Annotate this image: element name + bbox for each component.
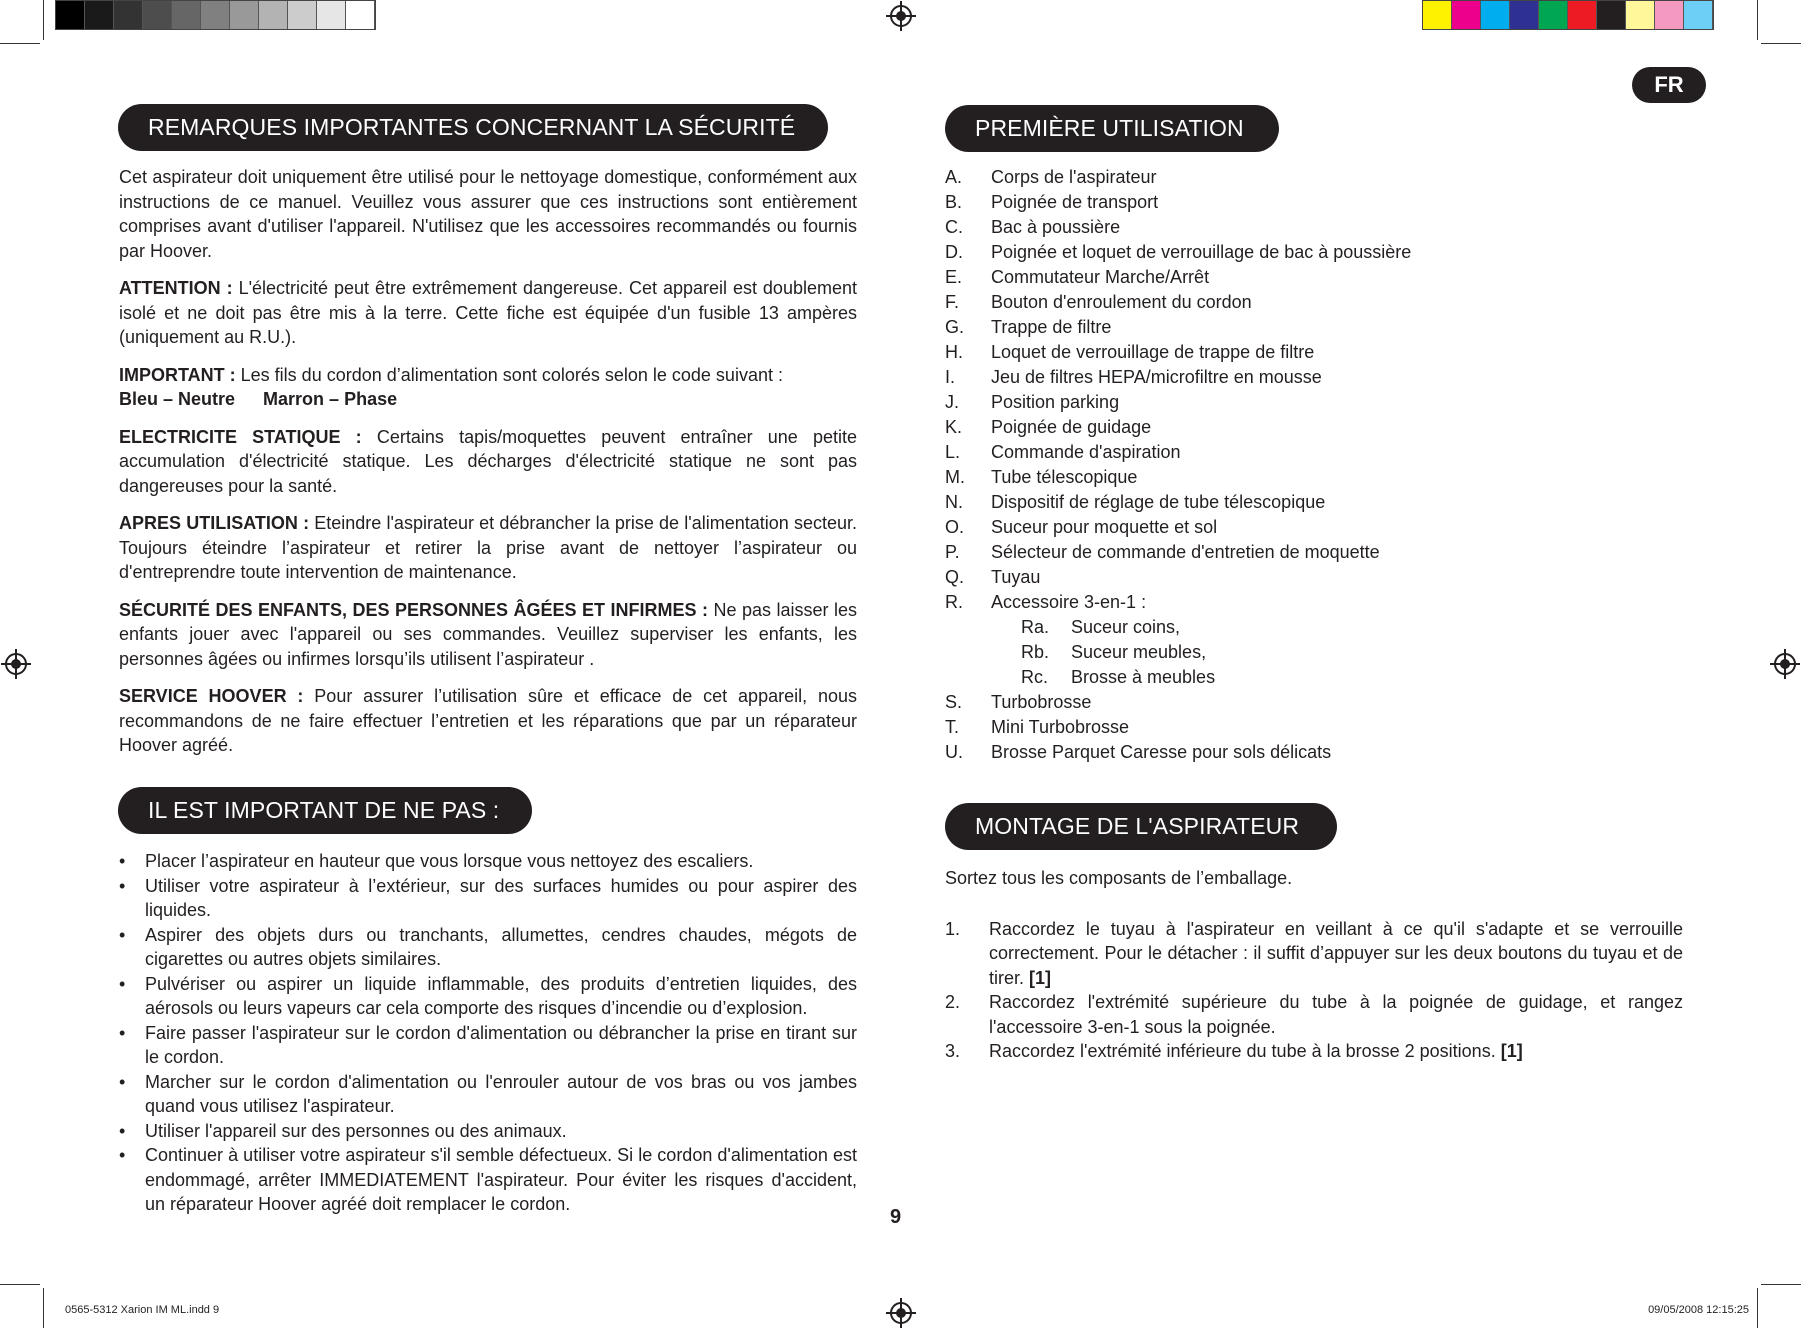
part-letter: Rb.: [1021, 642, 1050, 662]
part-label: Suceur meubles,: [1071, 642, 1207, 662]
language-badge: FR: [1632, 67, 1706, 103]
registration-mark-icon: [890, 5, 912, 27]
list-item: [945, 215, 1565, 240]
part-letter: B.: [945, 192, 963, 212]
list-item: [945, 465, 1565, 490]
list-item: 2. Raccordez l'extrémité supérieure du tube à la poignée de guidage, et rangez l'accessoire 3-en-1 sous la poignée.: [945, 992, 1683, 1037]
color-swatch: [201, 1, 230, 29]
part-letter: L.: [945, 442, 961, 462]
crop-mark: [0, 1284, 40, 1285]
color-swatch: [346, 1, 375, 29]
part-label: Poignée de guidage: [991, 417, 1152, 437]
part-label: Dispositif de réglage de tube télescopique: [991, 492, 1326, 512]
wire-brown: Marron – Phase: [263, 389, 398, 409]
color-swatch: [1423, 1, 1452, 29]
list-item: [945, 240, 1565, 265]
color-swatch: [288, 1, 317, 29]
process-color-bar: [1422, 0, 1714, 30]
part-label: Trappe de filtre: [991, 317, 1112, 337]
part-label: Turbobrosse: [991, 692, 1092, 712]
list-item: [945, 265, 1565, 290]
part-label: Corps de l'aspirateur: [991, 167, 1157, 187]
file-slug: 0565-5312 Xarion IM ML.indd 9: [65, 1304, 220, 1316]
list-item: [945, 665, 1565, 690]
safety-notes: [119, 165, 857, 771]
list-item: 3. Raccordez l'extrémité inférieure du tube à la brosse 2 positions. [1]: [945, 1041, 1523, 1061]
part-letter: T.: [945, 717, 960, 737]
list-item: • Utiliser votre aspirateur à l’extérieur, sur des surfaces humides ou pour aspirer des liquides.: [119, 874, 857, 923]
part-letter: E.: [945, 267, 963, 287]
color-swatch: [1481, 1, 1510, 29]
list-item: [945, 565, 1565, 590]
part-label: Brosse à meubles: [1071, 667, 1216, 687]
list-item: [945, 190, 1565, 215]
parts-list-container: [945, 165, 1565, 765]
part-letter: K.: [945, 417, 963, 437]
safety-intro: Cet aspirateur doit uniquement être utilisé pour le nettoyage domestique, conformément aux instructions de ce manuel. Veuillez vous assurer que ces instructions sont entièrement comprises avant d'utiliser l'appareil. N'utilisez que les accessoires recommandés ou fournis par Hoover.: [119, 167, 857, 261]
crop-mark: [1757, 0, 1758, 40]
list-item: [945, 315, 1565, 340]
crop-mark: [43, 1288, 44, 1328]
part-letter: S.: [945, 692, 963, 712]
part-label: Commutateur Marche/Arrêt: [991, 267, 1210, 287]
list-item: [945, 415, 1565, 440]
part-letter: R.: [945, 592, 963, 612]
color-swatch: [143, 1, 172, 29]
color-swatch: [259, 1, 288, 29]
part-letter: D.: [945, 242, 963, 262]
part-label: Sélecteur de commande d'entretien de moquette: [991, 542, 1380, 562]
color-swatch: [1597, 1, 1626, 29]
part-letter: N.: [945, 492, 963, 512]
list-item: • Aspirer des objets durs ou tranchants, allumettes, cendres chaudes, mégots de cigarettes ou autres objets similaires.: [119, 923, 857, 972]
color-swatch: [1626, 1, 1655, 29]
color-swatch: [317, 1, 346, 29]
part-label: Loquet de verrouillage de trappe de filtre: [991, 342, 1315, 362]
crop-mark: [0, 43, 40, 44]
part-label: Tube télescopique: [991, 467, 1138, 487]
list-item: [945, 590, 1565, 615]
list-item: [945, 690, 1565, 715]
part-label: Bouton d'enroulement du cordon: [991, 292, 1252, 312]
service-note: SERVICE HOOVER : Pour assurer l’utilisation sûre et efficace de cet appareil, nous recommandons de ne faire effectuer l’entretien et les réparations que par un réparateur Hoover agréé.: [119, 686, 857, 755]
part-label: Suceur coins,: [1071, 617, 1181, 637]
crop-mark: [1761, 1284, 1801, 1285]
donts-list: [119, 849, 857, 1217]
after-use-note: APRES UTILISATION : Eteindre l'aspirateur et débrancher la prise de l'alimentation secteur. Toujours éteindre l’aspirateur et retirer la prise avant de nettoyer l’aspirateur ou d'entreprendre toute intervention de maintenance.: [119, 513, 857, 582]
safety-heading: REMARQUES IMPORTANTES CONCERNANT LA SÉCURITÉ: [118, 104, 828, 151]
wire-blue: Bleu – Neutre: [119, 389, 236, 409]
list-item: [945, 715, 1565, 740]
registration-mark-icon: [1774, 653, 1796, 675]
part-label: Poignée et loquet de verrouillage de bac à poussière: [991, 242, 1412, 262]
first-use-heading: PREMIÈRE UTILISATION: [945, 105, 1279, 152]
part-label: Mini Turbobrosse: [991, 717, 1130, 737]
crop-mark: [1757, 1288, 1758, 1328]
list-item: [945, 615, 1565, 640]
part-letter: U.: [945, 742, 963, 762]
list-item: [945, 365, 1565, 390]
list-item: [945, 440, 1565, 465]
color-swatch: [1452, 1, 1481, 29]
attention-note: ATTENTION : L'électricité peut être extrêmement dangereuse. Cet appareil est doublement isolé et ne doit pas être mis à la terre. Cette fiche est équipée d'un fusible 13 ampères (uniquement au R.U.).: [119, 278, 857, 347]
color-swatch: [114, 1, 143, 29]
wire-colors-note: IMPORTANT : Les fils du cordon d’alimentation sont colorés selon le code suivant : Bleu – Neutre Marron – Phase: [119, 364, 783, 409]
page-number: 9: [890, 1206, 902, 1228]
part-label: Poignée de transport: [991, 192, 1159, 212]
list-item: • Utiliser l'appareil sur des personnes ou des animaux.: [119, 1119, 857, 1144]
list-item: • Placer l’aspirateur en hauteur que vous lorsque vous nettoyez des escaliers.: [119, 849, 857, 874]
static-note: ELECTRICITE STATIQUE : Certains tapis/moquettes peuvent entraîner une petite accumulation d'électricité statique. Les décharges d'électricité statique ne sont pas dangereuses pour la santé.: [119, 426, 857, 496]
part-letter: Q.: [945, 567, 965, 587]
list-item: [945, 540, 1565, 565]
part-label: Accessoire 3-en-1 :: [991, 592, 1147, 612]
part-label: Brosse Parquet Caresse pour sols délicats: [991, 742, 1332, 762]
part-letter: G.: [945, 317, 965, 337]
part-letter: J.: [945, 392, 960, 412]
list-item: [945, 165, 1565, 190]
part-letter: O.: [945, 517, 965, 537]
color-swatch: [1510, 1, 1539, 29]
color-swatch: [1539, 1, 1568, 29]
list-item: • Faire passer l'aspirateur sur le cordon d'alimentation ou débrancher la prise en tirant sur le cordon.: [119, 1021, 857, 1070]
part-label: Suceur pour moquette et sol: [991, 517, 1218, 537]
part-letter: H.: [945, 342, 963, 362]
part-letter: Rc.: [1021, 667, 1048, 687]
list-item: • Pulvériser ou aspirer un liquide inflammable, des produits d’entretien liquides, des aérosols ou leurs vapeurs car cela comporte des risques d’incendie ou d’explosion.: [119, 972, 857, 1021]
color-swatch: [85, 1, 114, 29]
color-swatch: [1655, 1, 1684, 29]
color-swatch: [1684, 1, 1713, 29]
grayscale-color-bar: [55, 0, 376, 30]
part-label: Bac à poussière: [991, 217, 1121, 237]
crop-mark: [43, 0, 44, 40]
part-label: Jeu de filtres HEPA/microfiltre en mousse: [991, 367, 1322, 387]
list-item: 1. Raccordez le tuyau à l'aspirateur en veillant à ce qu'il s'adapte et se verrouille correctement. Pour le détacher : il suffit d’appuyer sur les deux boutons du tuyau et de tirer. [1]: [945, 918, 1683, 988]
part-label: Position parking: [991, 392, 1120, 412]
part-letter: C.: [945, 217, 963, 237]
part-letter: P.: [945, 542, 960, 562]
list-item: [945, 340, 1565, 365]
assembly-heading: MONTAGE DE L'ASPIRATEUR: [945, 803, 1337, 850]
assembly-steps: [945, 917, 1683, 1064]
registration-mark-icon: [890, 1302, 912, 1324]
part-label: Commande d'aspiration: [991, 442, 1181, 462]
part-letter: M.: [945, 467, 965, 487]
donts-list-container: [119, 849, 857, 1217]
color-swatch: [56, 1, 85, 29]
list-item: [945, 740, 1565, 765]
donts-heading: IL EST IMPORTANT DE NE PAS :: [118, 787, 532, 834]
part-letter: Ra.: [1021, 617, 1050, 637]
color-swatch: [1568, 1, 1597, 29]
part-letter: A.: [945, 167, 963, 187]
part-letter: I.: [945, 367, 956, 387]
assembly-section: [945, 866, 1683, 1064]
color-swatch: [230, 1, 259, 29]
parts-list: [945, 165, 1565, 765]
date-slug: 09/05/2008 12:15:25: [1648, 1304, 1749, 1316]
part-letter: F.: [945, 292, 960, 312]
list-item: • Continuer à utiliser votre aspirateur s'il semble défectueux. Si le cordon d'alimentation est endommagé, arrêter IMMEDIATEMENT l'aspirateur. Pour éviter les risques d'accident, un réparateur Hoover agréé doit remplacer le cordon.: [119, 1143, 857, 1217]
list-item: [945, 390, 1565, 415]
child-safety-note: SÉCURITÉ DES ENFANTS, DES PERSONNES ÂGÉES ET INFIRMES : Ne pas laisser les enfants jouer avec l'appareil ou ses commandes. Veuillez superviser les enfants, les personnes âgées ou infirmes lorsqu’ils utilisent l’aspirateur .: [119, 599, 857, 669]
list-item: [945, 515, 1565, 540]
list-item: [945, 490, 1565, 515]
list-item: [945, 290, 1565, 315]
part-label: Tuyau: [991, 567, 1041, 587]
list-item: • Marcher sur le cordon d'alimentation ou l'enrouler autour de vos bras ou vos jambes quand vous utilisez l'aspirateur.: [119, 1070, 857, 1119]
registration-mark-icon: [5, 653, 27, 675]
crop-mark: [1761, 43, 1801, 44]
assembly-intro: Sortez tous les composants de l’emballage.: [945, 868, 1293, 888]
list-item: [945, 640, 1565, 665]
color-swatch: [172, 1, 201, 29]
